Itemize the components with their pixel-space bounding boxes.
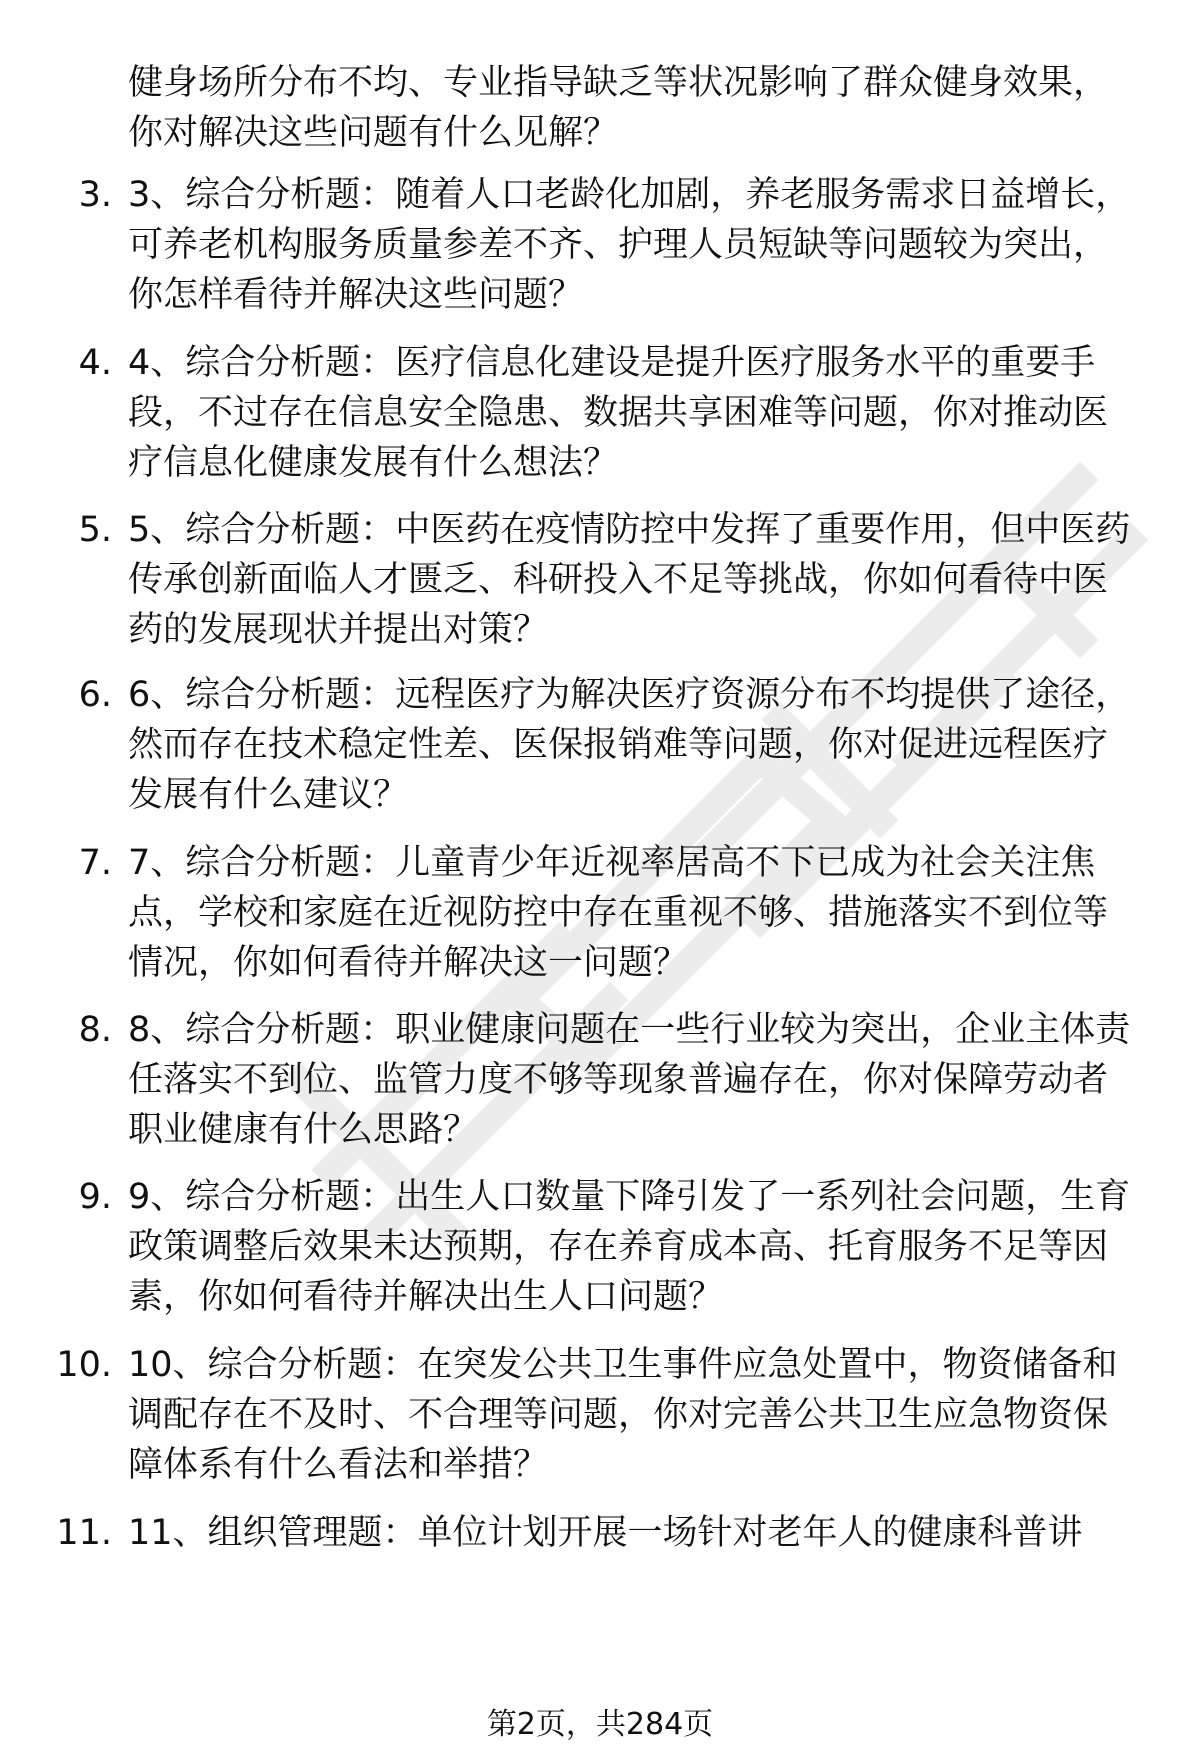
item-text: 9、综合分析题：出生人口数量下降引发了一系列社会问题，生育 政策调整后效果未达预期，存在养育成本高、托育服务不足等因 素，你如何看待并解决出生人口问题？ (128, 1177, 1131, 1317)
item-text: 10、综合分析题：在突发公共卫生事件应急处置中，物资储备和 调配存在不及时、不合理等问题，你对完善公共卫生应急物资保 障体系有什么看法和举措？ (128, 1345, 1118, 1485)
item-text: 8、综合分析题：职业健康问题在一些行业较为突出，企业主体责 任落实不到位、监管力度不够等现象普遍存在，你对保障劳动者 职业健康有什么思路？ (128, 1010, 1131, 1150)
item-text: 5、综合分析题：中医药在疫情防控中发挥了重要作用，但中医药 传承创新面临人才匮乏、科研投入不足等挑战，你如何看待中医 药的发展现状并提出对策？ (128, 510, 1131, 650)
item-number: 5. (78, 510, 112, 550)
item-number: 7. (78, 843, 112, 883)
item-text: 7、综合分析题：儿童青少年近视率居高不下已成为社会关注焦 点，学校和家庭在近视防控中存在重视不够、措施落实不到位等 情况，你如何看待并解决这一问题？ (128, 843, 1109, 983)
item-number: 3. (78, 175, 112, 215)
item-text: 3、综合分析题：随着人口老龄化加剧，养老服务需求日益增长， 可养老机构服务质量参差不齐、护理人员短缺等问题较为突出， 你怎样看待并解决这些问题？ (128, 175, 1131, 315)
item-number: 11. (56, 1513, 112, 1553)
item-text: 4、综合分析题：医疗信息化建设是提升医疗服务水平的重要手 段，不过存在信息安全隐患、数据共享困难等问题，你对推动医 疗信息化健康发展有什么想法？ (128, 343, 1109, 483)
item-number: 10. (56, 1345, 112, 1385)
item-text: 11、组织管理题：单位计划开展一场针对老年人的健康科普讲 (128, 1513, 1083, 1553)
item-number: 9. (78, 1177, 112, 1217)
intro-text: 健身场所分布不均、专业指导缺乏等状况影响了群众健身效果， 你对解决这些问题有什么见解？ (128, 63, 1109, 153)
page-footer: 第2页，共284页 (486, 1707, 714, 1742)
item-number: 4. (78, 343, 112, 383)
item-text: 6、综合分析题：远程医疗为解决医疗资源分布不均提供了途径， 然而存在技术稳定性差、医保报销难等问题，你对促进远程医疗 发展有什么建议？ (128, 675, 1131, 815)
item-number: 8. (78, 1010, 112, 1050)
item-number: 6. (78, 675, 112, 715)
